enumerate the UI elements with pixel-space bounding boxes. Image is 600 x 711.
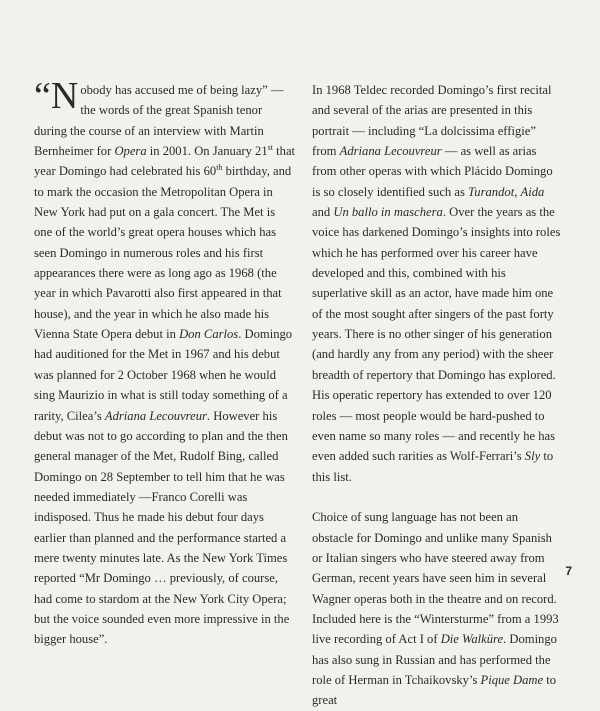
right-column [312,80,562,711]
drop-cap: “N [34,75,79,117]
paragraph-3: Choice of sung language has not been an obstacle for Domingo and unlike many Spanish or Italian singers who have steered away from German, recent years have seen him in several Wagner operas both in the theatre and on record. Included here is the “Wintersturme” from a 1993 live recording of Act I of Die Walküre. Domingo has also sung in Russian and has performed the role of Herman in Tchaikovsky’s Pique Dame to great [312,510,559,708]
paragraph-2: In 1968 Teldec recorded Domingo’s first recital and several of the arias are presented in this portrait — including “La dolcissima effigie” from Adriana Lecouvreur — as well as arias from other operas with which Plácido Domingo is so closely identified such as Turandot, Aida and Un ballo in maschera. Over the years as the voice has darkened Domingo’s insights into roles which he has performed over his career have developed and this, combined with his superlative skill as an actor, have made him one of the most sought after singers of the past forty years. There is no other singer of his generation (and hardly any from any period) with the sheer breadth of repertory that Domingo has explored. His operatic repertory has extended to over 120 roles — most people would be hard-pushed to even name so many roles — and recently he has even added such rarities as Wolf-Ferrari’s Sly to this list. [312,83,561,484]
left-column [34,75,296,650]
page-number: 7 [565,564,572,578]
paragraph-1: “Nobody has accused me of being lazy” — the words of the great Spanish tenor during the course of an interview with Martin Bernheimer for Opera in 2001. On January 21st that year Domingo had celebrated his 60th birthday, and to mark the occasion the Metropolitan Opera in New York had put on a gala concert. The Met is one of the world’s great opera houses which has seen Domingo in numerous roles and his first appearances there were as long ago as 1968 (the year in which Pavarotti also first appeared in that house), and the year in which he also made his Vienna State Opera debut in Don Carlos. Domingo had auditioned for the Met in 1967 and his debut was planned for 2 October 1968 when he would sing Maurizio in what is still today something of a rarity, Cilea’s Adriana Lecouvreur. However his debut was not to go according to plan and the then general manager of the Met, Rudolf Bing, called Domingo on 28 September to tell him that he was needed immediately —Franco Corelli was indisposed. Thus he made his debut four days earlier than planned and the performance started a mere twenty minutes late. As the New York Times reported “Mr Domingo … previously, of course, had come to stardom at the New York City Opera; but the voice sounded even more impressive in the bigger house”. [34,75,296,647]
